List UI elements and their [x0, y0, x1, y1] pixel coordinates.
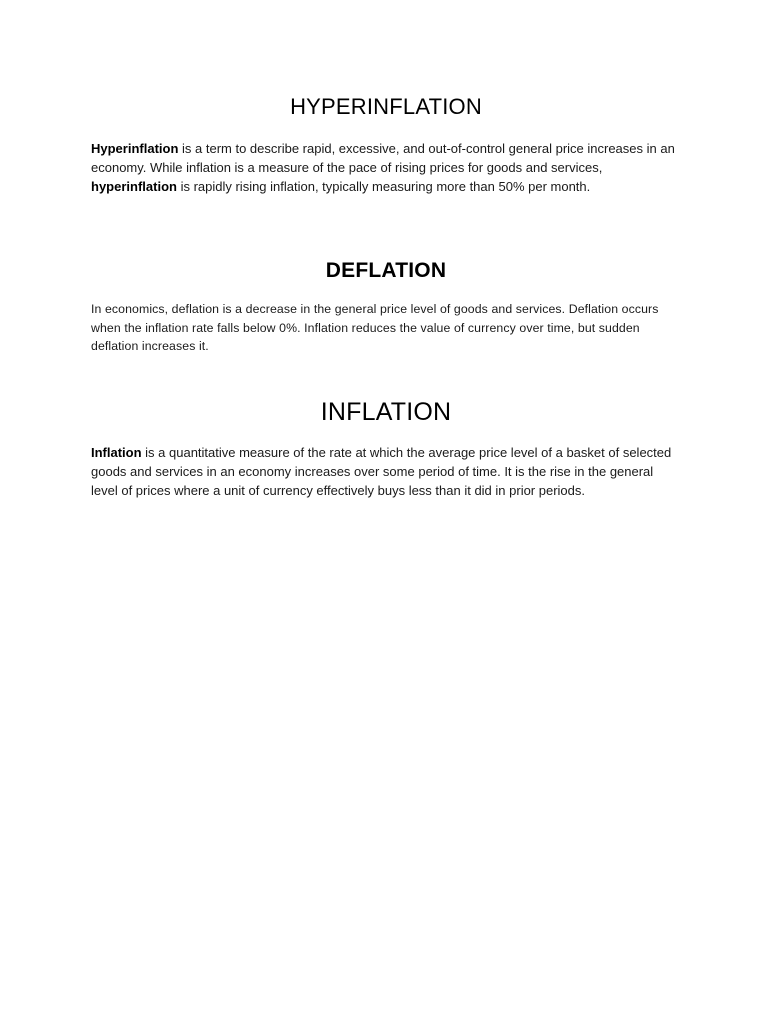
inflation-paragraph: [91, 443, 681, 500]
inflation-term: Inflation: [91, 445, 142, 460]
deflation-paragraph: In economics, deflation is a decrease in the general price level of goods and services. Deflation occurs when the inflation rate falls below 0%. Inflation reduces the value of currency over time, but sudden deflation increases it.: [91, 302, 659, 353]
inflation-heading: INFLATION: [320, 398, 452, 426]
hyperinflation-paragraph: [91, 139, 681, 196]
inflation-text: is a quantitative measure of the rate at which the average price level of a basket of selected goods and services in an economy increases over some period of time. It is the rise in the general level of prices where a unit of currency effectively buys less than it did in prior periods.: [91, 445, 672, 498]
inflation-section: [91, 399, 681, 500]
hyperinflation-section: [91, 94, 681, 196]
hyperinflation-term: Hyperinflation: [91, 141, 179, 156]
hyperinflation-text-1: is a term to describe rapid, excessive, and out-of-control general price increases in an economy. While inflation is a measure of the pace of rising prices for goods and services,: [91, 141, 675, 175]
hyperinflation-heading: HYPERINFLATION: [290, 94, 482, 119]
hyperinflation-text-2: is rapidly rising inflation, typically measuring more than 50% per month.: [176, 179, 591, 194]
hyperinflation-term-2: hyperinflation: [91, 179, 177, 194]
deflation-heading: DEFLATION: [325, 259, 447, 282]
deflation-section: [91, 258, 681, 356]
